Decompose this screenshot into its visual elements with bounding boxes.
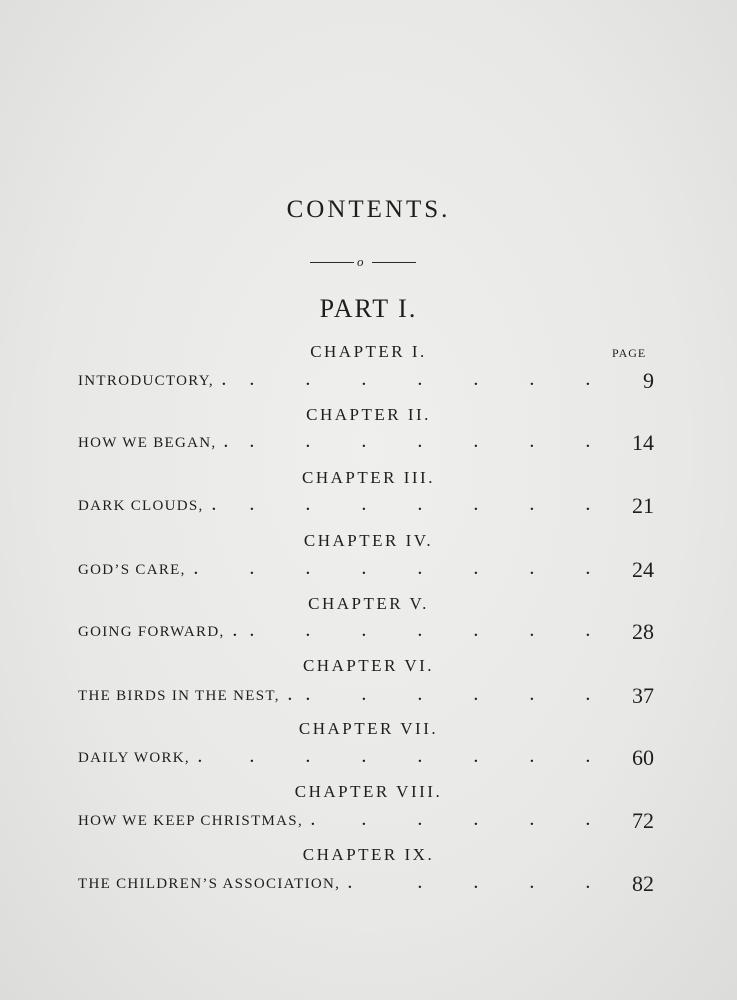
ornament-glyph: o bbox=[357, 254, 364, 269]
leader-dot: . bbox=[586, 813, 590, 829]
leader-dot: . bbox=[586, 498, 590, 514]
chapter-heading: CHAPTER IX. bbox=[302, 845, 435, 864]
leader-dot: . bbox=[418, 624, 422, 640]
leader-dot: . bbox=[306, 688, 310, 704]
entry-page-number: 28 bbox=[632, 619, 654, 644]
leader-dot: . bbox=[418, 813, 422, 829]
leader-dot: . bbox=[586, 373, 590, 389]
toc-entry[interactable] bbox=[78, 619, 654, 645]
chapter-heading: CHAPTER II. bbox=[306, 405, 431, 424]
entry-page-number: 24 bbox=[632, 557, 654, 582]
leader-dot: . bbox=[362, 435, 366, 451]
leader-dot: . bbox=[474, 688, 478, 704]
leader-dot: . bbox=[474, 750, 478, 766]
toc-entry[interactable] bbox=[78, 557, 654, 583]
leader-dot: . bbox=[474, 624, 478, 640]
toc-entry[interactable] bbox=[78, 430, 654, 456]
entry-title: HOW WE KEEP CHRISTMAS, bbox=[78, 813, 303, 829]
leader-dot: . bbox=[586, 562, 590, 578]
entry-title: THE CHILDREN’S ASSOCIATION, bbox=[78, 876, 341, 892]
leader-dot: . bbox=[212, 498, 216, 514]
leader-dot: . bbox=[250, 498, 254, 514]
chapter-heading: CHAPTER IV. bbox=[303, 531, 434, 550]
leader-dot: . bbox=[362, 813, 366, 829]
leader-dot: . bbox=[222, 373, 226, 389]
leader-dot: . bbox=[362, 688, 366, 704]
chapter-heading: CHAPTER V. bbox=[308, 594, 429, 613]
leader-dot: . bbox=[530, 813, 534, 829]
toc-entry[interactable] bbox=[78, 808, 654, 834]
leader-dot: . bbox=[306, 435, 310, 451]
leader-dot: . bbox=[586, 435, 590, 451]
leader-dot: . bbox=[418, 373, 422, 389]
leader-dot: . bbox=[233, 624, 237, 640]
leader-dot: . bbox=[250, 750, 254, 766]
entry-title: GOD’S CARE, bbox=[78, 562, 186, 578]
leader-dot: . bbox=[418, 498, 422, 514]
leader-dot: . bbox=[194, 562, 198, 578]
chapter-heading: CHAPTER I. bbox=[310, 342, 427, 361]
leader-dot: . bbox=[530, 876, 534, 892]
leader-dot: . bbox=[362, 373, 366, 389]
leader-dot: . bbox=[311, 813, 315, 829]
leader-dot: . bbox=[474, 562, 478, 578]
entry-title: HOW WE BEGAN, bbox=[78, 435, 217, 451]
ornament-rule-right bbox=[372, 262, 416, 263]
chapter-heading: CHAPTER VIII. bbox=[294, 782, 443, 801]
leader-dot: . bbox=[418, 562, 422, 578]
leader-dot: . bbox=[474, 498, 478, 514]
title-ornament bbox=[310, 254, 416, 270]
leader-dot: . bbox=[418, 750, 422, 766]
entry-title: GOING FORWARD, bbox=[78, 624, 225, 640]
leader-dot: . bbox=[474, 435, 478, 451]
page-column-label: PAGE bbox=[612, 346, 647, 360]
leader-dot: . bbox=[418, 435, 422, 451]
leader-dot: . bbox=[530, 562, 534, 578]
leader-dot: . bbox=[586, 876, 590, 892]
entry-title: THE BIRDS IN THE NEST, bbox=[78, 688, 280, 704]
leader-dot: . bbox=[250, 373, 254, 389]
leader-dot: . bbox=[306, 562, 310, 578]
leader-dot: . bbox=[362, 562, 366, 578]
leader-dot: . bbox=[250, 562, 254, 578]
leader-dot: . bbox=[530, 498, 534, 514]
toc-entry[interactable] bbox=[78, 683, 654, 709]
leader-dot: . bbox=[362, 498, 366, 514]
toc-entry[interactable] bbox=[78, 871, 654, 897]
leader-dot: . bbox=[362, 750, 366, 766]
leader-dot: . bbox=[586, 688, 590, 704]
leader-dot: . bbox=[198, 750, 202, 766]
leader-dot: . bbox=[530, 373, 534, 389]
leader-dot: . bbox=[530, 435, 534, 451]
leader-dot: . bbox=[348, 876, 352, 892]
leader-dot: . bbox=[474, 373, 478, 389]
entry-page-number: 82 bbox=[632, 871, 654, 896]
part-heading: PART I. bbox=[319, 294, 418, 323]
leader-dot: . bbox=[418, 688, 422, 704]
entry-page-number: 37 bbox=[632, 683, 654, 708]
leader-dot: . bbox=[474, 876, 478, 892]
leader-dot: . bbox=[530, 688, 534, 704]
entry-page-number: 60 bbox=[632, 745, 654, 770]
leader-dot: . bbox=[530, 624, 534, 640]
entry-title: DARK CLOUDS, bbox=[78, 498, 204, 514]
entry-page-number: 72 bbox=[632, 808, 654, 833]
leader-dot: . bbox=[250, 624, 254, 640]
leader-dot: . bbox=[306, 624, 310, 640]
entry-title: DAILY WORK, bbox=[78, 750, 190, 766]
leader-dot: . bbox=[362, 624, 366, 640]
chapter-heading: CHAPTER VI. bbox=[302, 656, 435, 675]
leader-dot: . bbox=[224, 435, 228, 451]
entry-page-number: 9 bbox=[643, 368, 654, 393]
leader-dot: . bbox=[474, 813, 478, 829]
leader-dot: . bbox=[306, 373, 310, 389]
leader-dot: . bbox=[306, 498, 310, 514]
toc-entry[interactable] bbox=[78, 493, 654, 519]
toc-entry[interactable] bbox=[78, 368, 654, 394]
toc-entry[interactable] bbox=[78, 745, 654, 771]
leader-dot: . bbox=[306, 750, 310, 766]
leader-dot: . bbox=[586, 750, 590, 766]
leader-dot: . bbox=[586, 624, 590, 640]
contents-title: CONTENTS. bbox=[286, 196, 451, 223]
entry-title: INTRODUCTORY, bbox=[78, 373, 214, 389]
leader-dot: . bbox=[250, 435, 254, 451]
leader-dot: . bbox=[530, 750, 534, 766]
chapter-heading: CHAPTER III. bbox=[302, 468, 435, 487]
chapter-heading: CHAPTER VII. bbox=[298, 719, 439, 738]
leader-dot: . bbox=[288, 688, 292, 704]
ornament-rule-left bbox=[310, 262, 354, 263]
entry-page-number: 21 bbox=[632, 493, 654, 518]
entry-page-number: 14 bbox=[632, 430, 654, 455]
leader-dot: . bbox=[418, 876, 422, 892]
